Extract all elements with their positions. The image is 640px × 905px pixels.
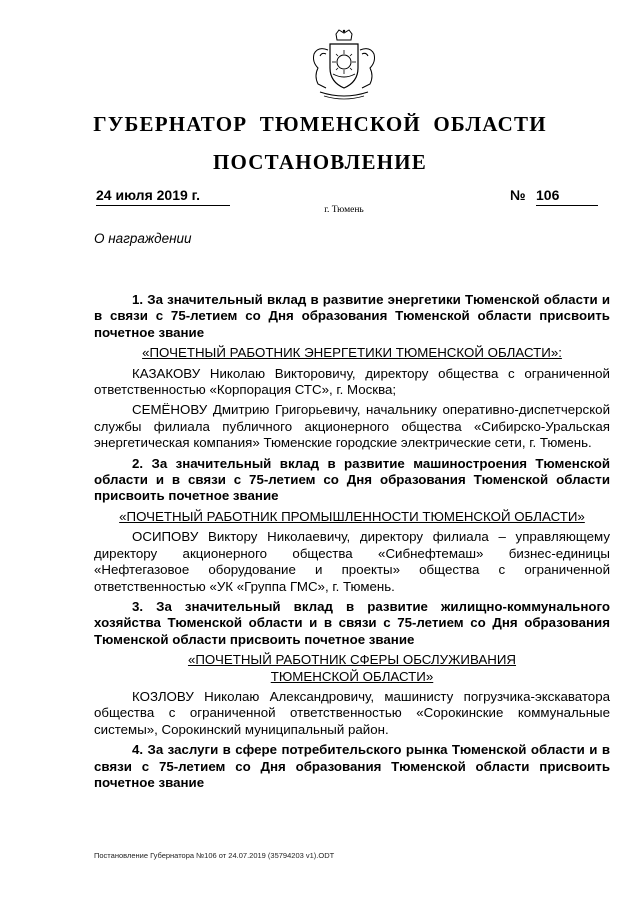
- clause-1: 1. За значительный вклад в развитие энергетики Тюменской области и в связи с 75-летием со Дня образования Тюменской области присвоить почетное звание: [94, 292, 610, 340]
- awardee-1a: КАЗАКОВУ Николаю Викторовичу, директору общества с ограниченной ответственностью «Корпорация СТС», г. Москва;: [94, 365, 610, 398]
- footer-filename: Постановление Губернатора №106 от 24.07.2019 (35794203 v1).ODT: [94, 851, 335, 860]
- document-subject: О награждении: [94, 231, 192, 246]
- document-date: 24 июля 2019 г.: [96, 187, 230, 206]
- award-title-3b: ТЮМЕНСКОЙ ОБЛАСТИ»: [270, 668, 434, 684]
- issuer-title: ГУБЕРНАТОР ТЮМЕНСКОЙ ОБЛАСТИ: [93, 112, 547, 136]
- city: г. Тюмень: [324, 205, 364, 215]
- award-title-3a: «ПОЧЕТНЫЙ РАБОТНИК СФЕРЫ ОБСЛУЖИВАНИЯ: [187, 652, 517, 668]
- awardee-1b: СЕМЁНОВУ Дмитрию Григорьевичу, начальнику оперативно-диспетчерской службы филиала публичного акционерного общества «Сибирско-Уральская энергетическая компания» Тюменские городские электрические сети, г. Тюмень.: [94, 402, 610, 451]
- clause-3: 3. За значительный вклад в развитие жилищно-коммунального хозяйства Тюменской области и в связи с 75-летием со Дня образования Тюменской области присвоить почетное звание: [94, 598, 610, 647]
- award-title-2: «ПОЧЕТНЫЙ РАБОТНИК ПРОМЫШЛЕННОСТИ ТЮМЕНСКОЙ ОБЛАСТИ»: [119, 508, 585, 524]
- document-number: [510, 187, 605, 206]
- clause-2: 2. За значительный вклад в развитие машиностроения Тюменской области и в связи с 75-летием со Дня образования Тюменской области присвоить почетное звание: [94, 455, 610, 504]
- number-value: 106: [536, 187, 598, 206]
- award-title-1: «ПОЧЕТНЫЙ РАБОТНИК ЭНЕРГЕТИКИ ТЮМЕНСКОЙ ОБЛАСТИ»:: [142, 345, 562, 361]
- document-type: ПОСТАНОВЛЕНИЕ: [212, 150, 428, 174]
- clause-4: 4. За заслуги в сфере потребительского рынка Тюменской области и в связи с 75-летием со Дня образования Тюменской области присвоить почетное звание: [94, 742, 610, 790]
- number-sign: №: [510, 187, 526, 203]
- document-body: [94, 292, 610, 795]
- coat-of-arms-icon: [302, 28, 386, 102]
- awardee-2a: ОСИПОВУ Виктору Николаевичу, директору филиала – управляющему директору акционерного общества «Сибнефтемаш» бизнес-единицы «Нефтегазовое оборудование и проекты» общества с ограниченной ответственностью «УК «Группа ГМС», г. Тюмень.: [94, 529, 610, 594]
- awardee-3a: КОЗЛОВУ Николаю Александровичу, машинисту погрузчика-экскаватора общества с ограниченной ответственностью «Сорокинские коммунальные системы», Сорокинский муниципальный район.: [94, 688, 610, 737]
